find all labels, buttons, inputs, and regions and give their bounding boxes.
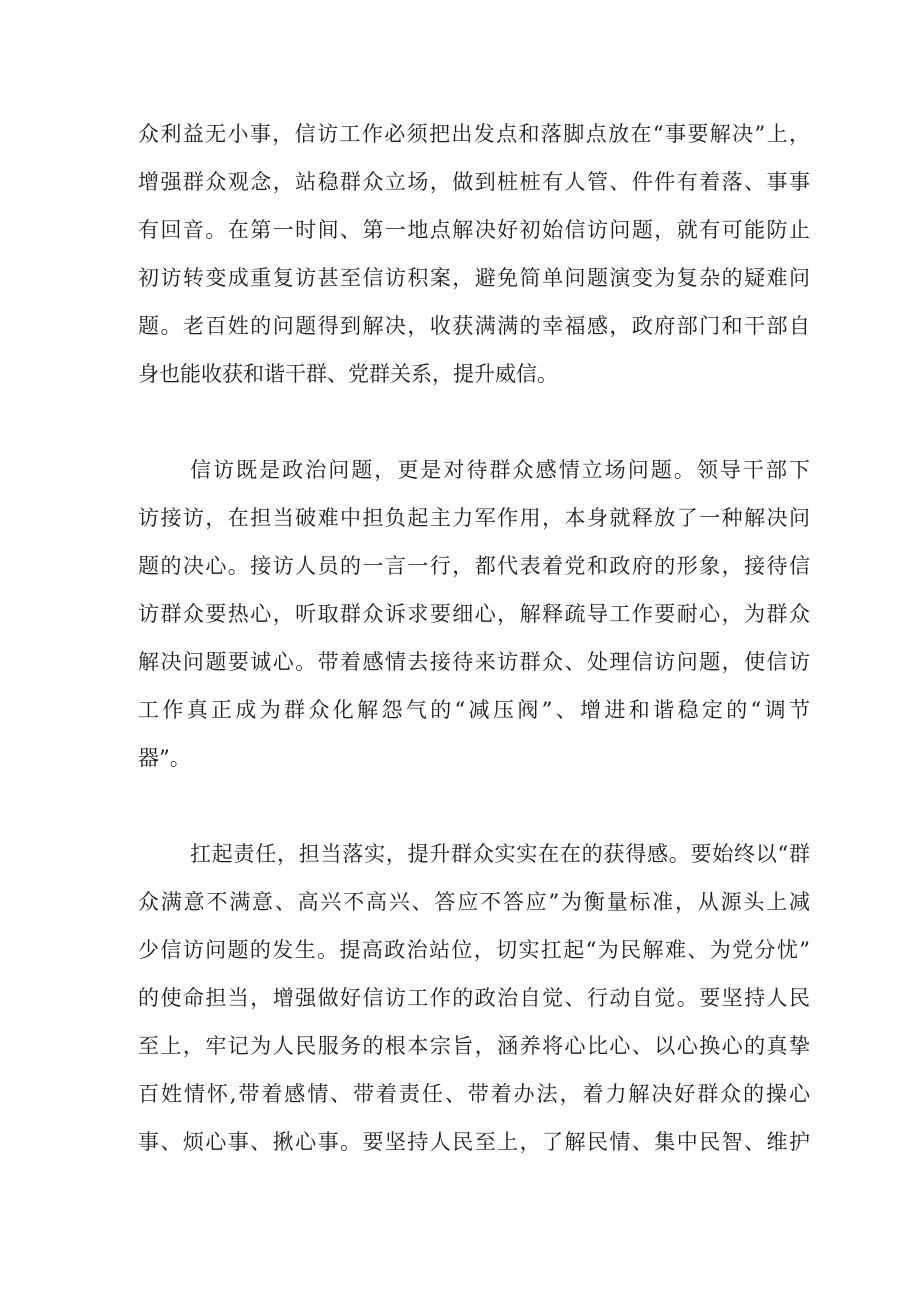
- paragraph-line: 访接访，在担当破难中担负起主力军作用，本身就释放了一种解决问: [138, 506, 810, 530]
- paragraph-line: 众满意不满意、高兴不高兴、答应不答应”为衡量标准，从源头上减: [138, 890, 810, 914]
- paragraph-line: 百姓情怀,带着感情、带着责任、带着办法，着力解决好群众的操心: [138, 1082, 810, 1106]
- paragraph-line: 题。老百姓的问题得到解决，收获满满的幸福感，政府部门和干部自: [138, 314, 810, 338]
- paragraph-line: 工作真正成为群众化解怨气的“减压阀”、增进和谐稳定的“调节: [138, 698, 810, 722]
- paragraph-line: 增强群众观念，站稳群众立场，做到桩桩有人管、件件有着落、事事: [138, 170, 810, 194]
- paragraph-line: 事、烦心事、揪心事。要坚持人民至上，了解民情、集中民智、维护: [138, 1130, 810, 1154]
- paragraph-line: 众利益无小事，信访工作必须把出发点和落脚点放在“事要解决”上，: [138, 122, 810, 146]
- paragraph-line: 的使命担当，增强做好信访工作的政治自觉、行动自觉。要坚持人民: [138, 986, 810, 1010]
- paragraph-line: 少信访问题的发生。提高政治站位，切实扛起“为民解难、为党分忧”: [138, 938, 810, 962]
- paragraph-line: 信访既是政治问题，更是对待群众感情立场问题。领导干部下: [190, 458, 810, 482]
- paragraph-line: 初访转变成重复访甚至信访积案，避免简单问题演变为复杂的疑难问: [138, 266, 810, 290]
- paragraph-line: 器”。: [138, 746, 191, 770]
- paragraph-line: 身也能收获和谐干群、党群关系，提升威信。: [138, 362, 558, 386]
- paragraph-line: 至上，牢记为人民服务的根本宗旨，涵养将心比心、以心换心的真挚: [138, 1034, 810, 1058]
- paragraph-line: 访群众要热心，听取群众诉求要细心，解释疏导工作要耐心，为群众: [138, 602, 810, 626]
- paragraph-line: 解决问题要诚心。带着感情去接待来访群众、处理信访问题，使信访: [138, 650, 810, 674]
- paragraph-line: 扛起责任，担当落实，提升群众实实在在的获得感。要始终以“群: [190, 842, 810, 866]
- paragraph-line: 题的决心。接访人员的一言一行，都代表着党和政府的形象，接待信: [138, 554, 810, 578]
- paragraph-line: 有回音。在第一时间、第一地点解决好初始信访问题，就有可能防止: [138, 218, 810, 242]
